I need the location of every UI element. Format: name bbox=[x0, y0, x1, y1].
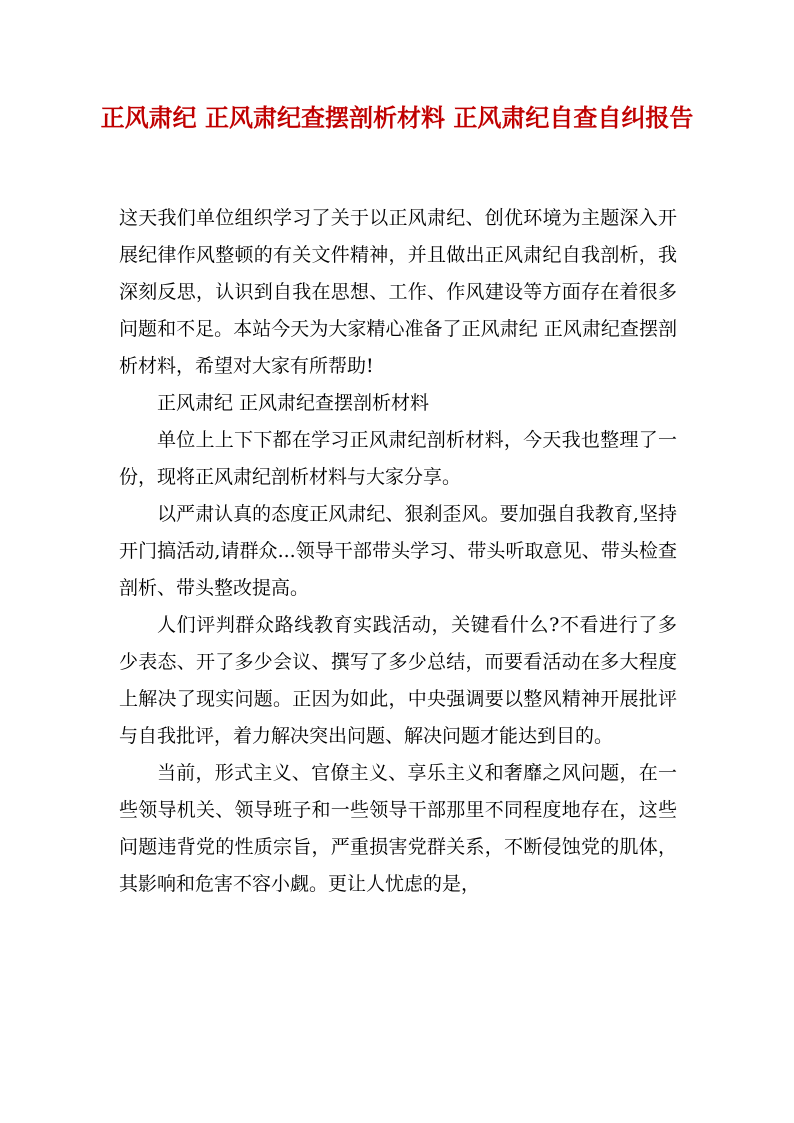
paragraph-intro: 这天我们单位组织学习了关于以正风肃纪、创优环境为主题深入开展纪律作风整顿的有关文件精神，并且做出正风肃纪自我剖析，我深刻反思，认识到自我在思想、工作、作风建设等方面存在着很多问题和不足。本站今天为大家精心准备了正风肃纪 正风肃纪查摆剖析材料，希望对大家有所帮助! bbox=[119, 207, 677, 377]
paragraph-3: 以严肃认真的态度正风肃纪、狠刹歪风。要加强自我教育,坚持开门搞活动,请群众...领导干部带头学习、带头听取意见、带头检查剖析、带头整改提高。 bbox=[119, 503, 677, 599]
paragraph-subheading: 正风肃纪 正风肃纪查摆剖析材料 bbox=[157, 392, 430, 414]
paragraph-2: 单位上上下下都在学习正风肃纪剖析材料，今天我也整理了一份，现将正风肃纪剖析材料与大家分享。 bbox=[119, 429, 677, 488]
paragraph-5: 当前，形式主义、官僚主义、享乐主义和奢靡之风问题，在一些领导机关、领导班子和一些领导干部那里不同程度地存在，这些问题违背党的性质宗旨，严重损害党群关系，不断侵蚀党的肌体，其影响和危害不容小觑。更让人忧虑的是， bbox=[119, 762, 677, 895]
document-body bbox=[119, 200, 677, 903]
document-title: 正风肃纪 正风肃纪查摆剖析材料 正风肃纪自查自纠报告 bbox=[100, 103, 694, 132]
paragraph-4: 人们评判群众路线教育实践活动，关键看什么?不看进行了多少表态、开了多少会议、撰写了多少总结，而要看活动在多大程度上解决了现实问题。正因为如此，中央强调要以整风精神开展批评与自我批评，着力解决突出问题、解决问题才能达到目的。 bbox=[119, 614, 677, 747]
